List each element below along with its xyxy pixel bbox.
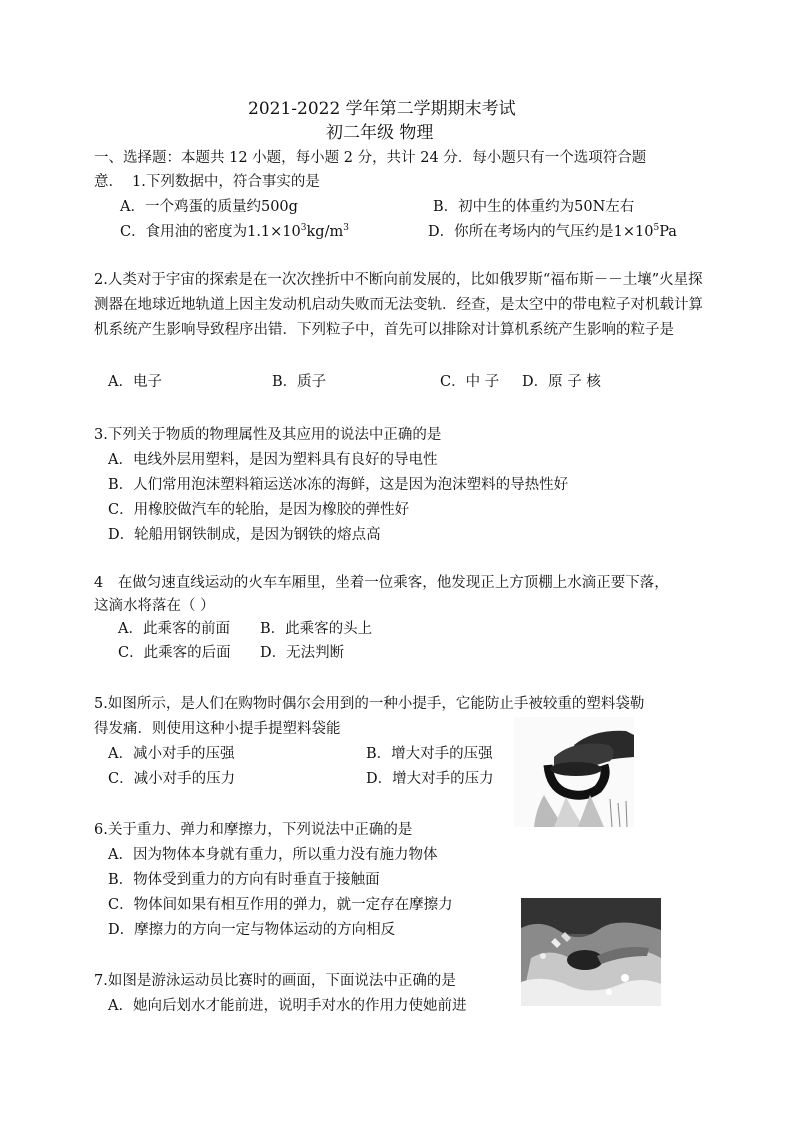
question-5-stem-cont: 得发痛．则使用这种小提手提塑料袋能	[94, 721, 341, 737]
option-d-exponent: 5	[653, 223, 660, 233]
question-6-stem: 6.关于重力、弹力和摩擦力，下列说法中正确的是	[94, 822, 413, 838]
question-4-option-c: C．此乘客的后面	[118, 645, 231, 661]
question-5-option-d: D．增大对手的压力	[366, 771, 494, 787]
question-6-option-d: D．摩擦力的方向一定与物体运动的方向相反	[108, 922, 396, 938]
question-3-option-a: A．电线外层用塑料，是因为塑料具有良好的导电性	[108, 452, 438, 468]
question-6-option-b: B．物体受到重力的方向有时垂直于接触面	[108, 872, 380, 888]
question-6-option-c: C．物体间如果有相互作用的弹力，就一定存在摩擦力	[108, 897, 453, 913]
question-4-option-b: B．此乘客的头上	[260, 621, 373, 637]
question-1-option-b: B．初中生的体重约为50N左右	[433, 199, 635, 215]
section-instruction: 一、选择题：本题共 12 小题，每小题 2 分，共计 24 分．每小题只有一个选项符合题	[94, 150, 647, 166]
question-1-option-a: A．一个鸡蛋的质量约500g	[120, 199, 298, 215]
question-1-stem: 1.下列数据中，符合事实的是	[132, 174, 320, 190]
question-3-option-d: D．轮船用钢铁制成，是因为钢铁的熔点高	[108, 527, 381, 543]
option-c-exponent: 3	[300, 223, 307, 233]
option-d-text: D．你所在考场内的气压约是1×10	[428, 224, 654, 240]
question-1-option-c	[120, 222, 349, 242]
exam-subtitle: 初二年级 物理	[326, 123, 434, 143]
question-4-stem: 4 在做匀速直线运动的火车车厢里，坐着一位乘客，他发现正上方顶棚上水滴正要下落，	[94, 575, 669, 591]
question-2-option-b: B．质子	[272, 374, 327, 390]
option-c-unit-exponent: 3	[343, 223, 349, 233]
question-4-stem-cont: 这滴水将落在（ ）	[94, 598, 215, 614]
question-3-option-c: C．用橡胶做汽车的轮胎，是因为橡胶的弹性好	[108, 502, 410, 518]
question-6-option-a: A．因为物体本身就有重力，所以重力没有施力物体	[108, 847, 438, 863]
question-2-option-a: A．电子	[108, 374, 162, 390]
question-2-option-c: C．中 子	[440, 374, 500, 390]
question-3-option-b: B．人们常用泡沫塑料箱运送冰冻的海鲜，这是因为泡沫塑料的导热性好	[108, 477, 569, 493]
exam-title: 2021-2022 学年第二学期期末考试	[248, 99, 516, 119]
question-7-option-a: A．她向后划水才能前进，说明手对水的作用力使她前进	[108, 998, 467, 1014]
swimmer-photo	[521, 898, 661, 1006]
question-2-option-d: D．原 子 核	[522, 374, 601, 390]
question-5-option-c: C．减小对手的压力	[108, 771, 236, 787]
question-2-stem: 2.人类对于宇宙的探索是在一次次挫折中不断向前发展的，比如俄罗斯“福布斯－－土壤”火星探测器在地球近地轨道上因主发动机启动失败而无法变轨．经查，是太空中的带电粒子对机载计算机系统产生影响导致程序出错．下列粒子中，首先可以排除对计算机系统产生影响的粒子是	[94, 272, 703, 338]
option-c-unit: kg/m	[306, 224, 344, 240]
question-4-option-d: D．无法判断	[260, 645, 345, 661]
question-5-option-b: B．增大对手的压强	[366, 746, 493, 762]
bag-handle-photo	[514, 717, 634, 827]
option-c-text: C．食用油的密度为1.1×10	[120, 224, 301, 240]
question-5-option-a: A．减小对手的压强	[108, 746, 235, 762]
section-instruction-cont: 意．	[94, 174, 123, 190]
option-d-unit: Pa	[659, 224, 677, 240]
question-4-option-a: A．此乘客的前面	[118, 621, 230, 637]
question-3-stem: 3.下列关于物质的物理属性及其应用的说法中正确的是	[94, 427, 442, 443]
question-1-option-d	[428, 222, 677, 242]
question-5-stem: 5.如图所示，是人们在购物时偶尔会用到的一种小提手，它能防止手被较重的塑料袋勒	[94, 696, 645, 712]
question-7-stem: 7.如图是游泳运动员比赛时的画面，下面说法中正确的是	[94, 973, 456, 989]
